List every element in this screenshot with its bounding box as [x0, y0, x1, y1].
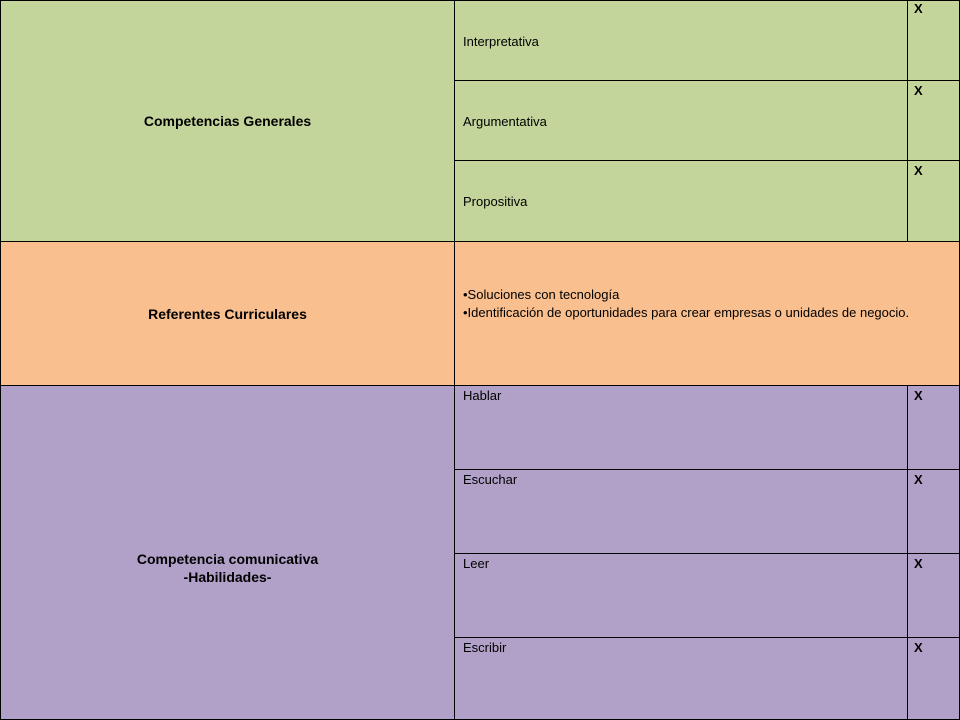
check-mark: X [914, 472, 923, 487]
row-label: Escuchar [463, 472, 518, 487]
row-escribir [454, 637, 908, 720]
check-mark: X [914, 640, 923, 655]
mark-interpretativa [907, 0, 960, 81]
referentes-list [463, 286, 951, 322]
check-mark: X [914, 163, 923, 178]
check-mark: X [914, 388, 923, 403]
row-label: Argumentativa [463, 114, 547, 129]
row-label: Propositiva [463, 194, 528, 209]
mark-hablar [907, 385, 960, 470]
row-leer [454, 553, 908, 638]
mark-argumentativa [907, 80, 960, 161]
referentes-content [454, 241, 960, 386]
row-hablar [454, 385, 908, 470]
check-mark: X [914, 1, 923, 16]
row-argumentativa [454, 80, 908, 161]
row-escuchar [454, 469, 908, 554]
check-mark: X [914, 556, 923, 571]
mark-escribir [907, 637, 960, 720]
row-propositiva [454, 160, 908, 242]
check-mark: X [914, 83, 923, 98]
row-label: Interpretativa [463, 34, 539, 49]
section-label-generales [0, 0, 455, 242]
row-label: Escribir [463, 640, 507, 655]
section-subtitle-habilidades: -Habilidades- [183, 568, 272, 585]
mark-escuchar [907, 469, 960, 554]
list-item: •Soluciones con tecnología [463, 287, 620, 302]
row-interpretativa [454, 0, 908, 81]
mark-leer [907, 553, 960, 638]
row-label: Hablar [463, 388, 502, 403]
section-title-referentes: Referentes Curriculares [148, 305, 307, 322]
section-label-comunicativa [0, 385, 455, 720]
row-label: Leer [463, 556, 490, 571]
mark-propositiva [907, 160, 960, 242]
list-item: •Identificación de oportunidades para crear empresas o unidades de negocio. [463, 305, 910, 320]
section-label-referentes [0, 241, 455, 386]
section-title-generales: Competencias Generales [143, 113, 312, 129]
section-title-comunicativa: Competencia comunicativa [136, 550, 319, 567]
